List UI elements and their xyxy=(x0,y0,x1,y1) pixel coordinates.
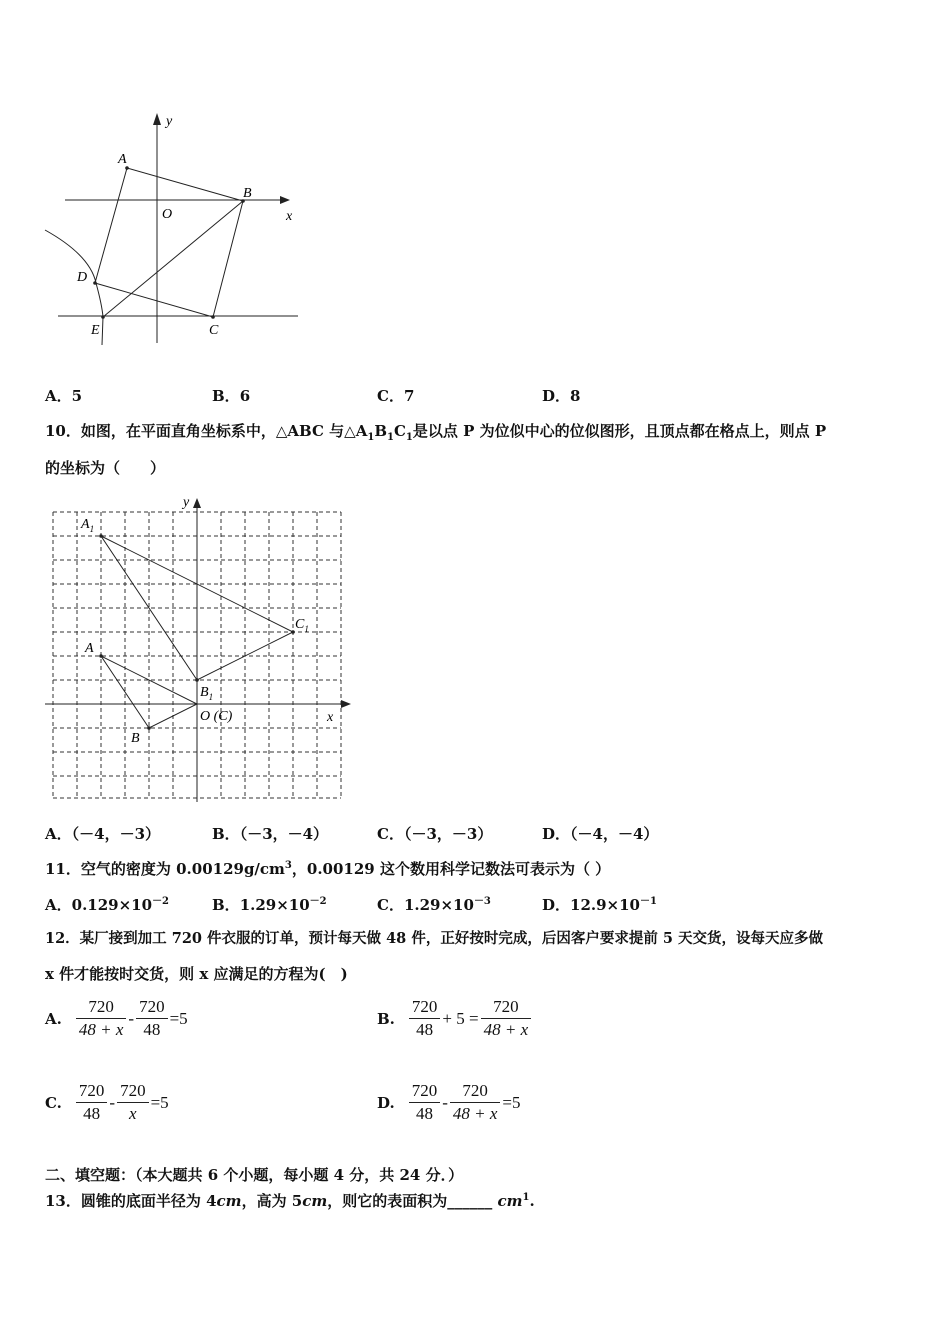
q10-label-a: A xyxy=(85,641,94,656)
y-axis-arrow-icon xyxy=(153,113,161,125)
q12-option-c[interactable]: C. $\frac{720}{48}$ - $\frac{720}{x}$ =5 xyxy=(45,1081,169,1123)
q13-question: 13．圆锥的底面半径为 4cm，高为 5cm，则它的表面积为______ $cm^1$. xyxy=(45,1192,535,1210)
q9-label-d: D xyxy=(77,270,88,285)
q10-label-oc: O (C) xyxy=(200,709,233,724)
q11-option-d[interactable]: D．$12.9\times 10^{-1}$ xyxy=(542,896,657,914)
x-axis-arrow-icon xyxy=(280,196,290,204)
q10-option-c[interactable]: C．（－3，－3） xyxy=(377,825,493,843)
q12-option-b[interactable]: B. $\frac{720}{48}$ + 5 = $\frac{720}{48 + x}$ xyxy=(377,996,531,1041)
segment-be xyxy=(103,201,243,317)
square-abcd xyxy=(95,168,243,317)
q9-label-e: E xyxy=(91,323,100,338)
q9-figure xyxy=(40,105,310,365)
q11-question: 11．空气的密度为 $0.00129g/cm^3$，0.00129 这个数用科学记数法可表示为（ ） xyxy=(45,860,611,878)
q10-line1: 10．如图，在平面直角坐标系中，△ABC 与$\triangle A_1B_1C_1$是以点 P 为位似中心的位似图形，且顶点都在格点上，则点 P xyxy=(45,422,827,443)
q11-option-b[interactable]: B．$1.29\times 10^{-2}$ xyxy=(212,896,327,914)
q10-option-b[interactable]: B．（－3，－4） xyxy=(212,825,329,843)
q10-option-d[interactable]: D．（－4，－4） xyxy=(542,825,659,843)
q9-label-x: x xyxy=(286,209,293,224)
q9-option-b[interactable]: B．6 xyxy=(212,387,251,405)
q12-option-d[interactable]: D. $\frac{720}{48}$ - $\frac{720}{48 + x}$ =5 xyxy=(377,1081,521,1123)
y-axis-arrow-icon xyxy=(193,498,201,508)
q12-line1: 12．某厂接到加工 720 件衣服的订单，预计每天做 48 件，正好按时完成，后因客户要求提前 5 天交货，设每天应多做 xyxy=(45,930,823,947)
q9-label-o: O xyxy=(162,207,173,222)
q13-answer-blank[interactable]: ______ xyxy=(447,1192,493,1210)
q9-label-a: A xyxy=(118,152,127,167)
q9-option-a[interactable]: A．5 xyxy=(45,387,83,405)
q10-label-c1: $C_1$ xyxy=(295,617,309,634)
q9-label-c: C xyxy=(209,323,219,338)
q10-label-a1: $A_1$ xyxy=(81,517,95,534)
q12-line2: x 件才能按时交货，则 x 应满足的方程为( ) xyxy=(45,965,348,983)
q10-figure xyxy=(45,490,355,805)
q10-label-b1: $B_1$ xyxy=(200,685,214,702)
q10-label-b: B xyxy=(131,731,140,746)
q10-label-x: x xyxy=(327,710,334,725)
section-heading: 二、填空题：（本大题共 6 个小题，每小题 4 分，共 24 分．） xyxy=(45,1166,464,1184)
q10-line2: 的坐标为（ ） xyxy=(45,459,166,477)
q11-option-a[interactable]: A．$0.129\times 10^{-2}$ xyxy=(45,896,170,914)
q9-label-b: B xyxy=(243,186,252,201)
q10-label-y: y xyxy=(183,495,190,510)
q9-label-y: y xyxy=(166,114,173,129)
q11-option-c[interactable]: C．$1.29\times 10^{-3}$ xyxy=(377,896,491,914)
q9-option-c[interactable]: C．7 xyxy=(377,387,415,405)
q10-option-a[interactable]: A．（－4，－3） xyxy=(45,825,161,843)
q9-option-d[interactable]: D．8 xyxy=(542,387,581,405)
q12-option-a[interactable]: A. $\frac{720}{48 + x}$ - $\frac{720}{48}$ =5 xyxy=(45,997,188,1039)
x-axis-arrow-icon xyxy=(341,700,351,708)
